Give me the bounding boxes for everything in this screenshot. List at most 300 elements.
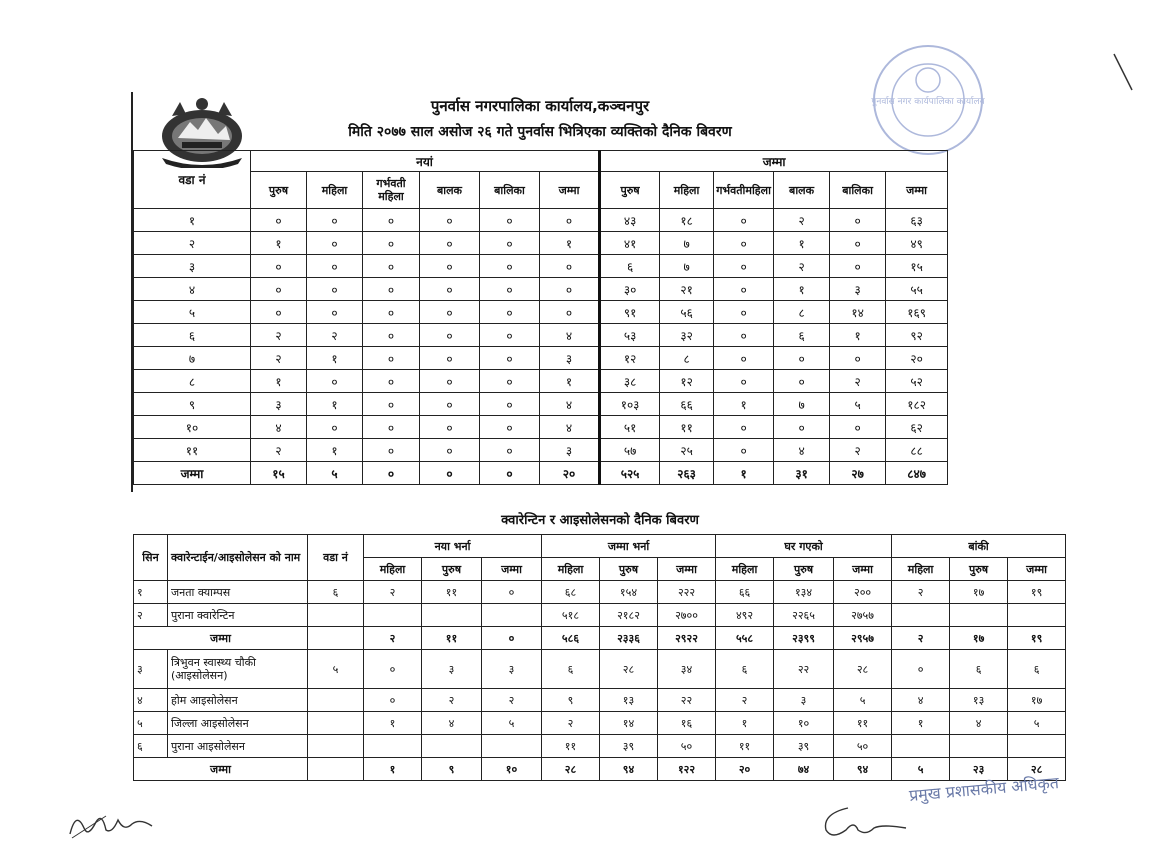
count-cell: ६ (774, 324, 830, 347)
total-cell: १७ (950, 627, 1008, 650)
count-cell: ८ (774, 301, 830, 324)
count-cell: ७ (660, 255, 714, 278)
count-cell: ० (540, 301, 600, 324)
count-cell: ० (714, 439, 774, 462)
count-cell (1008, 735, 1066, 758)
count-cell: ० (480, 209, 540, 232)
quarantine-isolation-table (133, 534, 1066, 781)
count-cell: ४ (540, 416, 600, 439)
count-cell: ० (480, 416, 540, 439)
count-cell: ६ (716, 650, 774, 689)
count-cell: ६ (600, 255, 660, 278)
total-cell: ९४ (600, 758, 658, 781)
count-cell (892, 604, 950, 627)
count-cell: १ (892, 712, 950, 735)
count-cell: ० (892, 650, 950, 689)
count-cell: ५ (834, 689, 892, 712)
total-row (134, 758, 1066, 781)
count-cell: ० (540, 278, 600, 301)
count-cell: ० (714, 416, 774, 439)
count-cell (950, 735, 1008, 758)
count-cell: ४ (540, 393, 600, 416)
total-cell: ० (363, 462, 420, 485)
total-col-header: बालक (774, 172, 830, 209)
count-cell: २ (251, 439, 307, 462)
count-cell: १ (251, 232, 307, 255)
count-cell: ५२ (886, 370, 948, 393)
count-cell: २२ (774, 650, 834, 689)
count-cell: ० (420, 209, 480, 232)
total-cell: ० (420, 462, 480, 485)
count-cell (482, 604, 542, 627)
count-cell: ११ (834, 712, 892, 735)
count-cell: ० (774, 347, 830, 370)
total-col-header: जम्मा (886, 172, 948, 209)
col-ward-header: वडा नं (308, 535, 364, 581)
count-cell: १ (540, 232, 600, 255)
count-cell: ३ (830, 278, 886, 301)
ward-number: ११ (134, 439, 251, 462)
count-cell: ० (363, 439, 420, 462)
count-cell: ० (251, 255, 307, 278)
count-cell: १ (774, 278, 830, 301)
table-row (134, 416, 948, 439)
total-cell: ५ (892, 758, 950, 781)
ward-number (308, 735, 364, 758)
total-cell: २ (364, 627, 422, 650)
count-cell: १ (540, 370, 600, 393)
count-cell: ० (363, 324, 420, 347)
count-cell: ० (363, 209, 420, 232)
office-title: पुनर्वास नगरपालिका कार्यालय,कञ्चनपुर (430, 97, 650, 115)
ward-number: ८ (134, 370, 251, 393)
count-cell: १७ (950, 581, 1008, 604)
count-cell: ३२ (660, 324, 714, 347)
total-cell: ५५८ (716, 627, 774, 650)
ward-number: ३ (134, 255, 251, 278)
table-row (134, 650, 1066, 689)
count-cell: १७ (1008, 689, 1066, 712)
count-cell (950, 604, 1008, 627)
total-cell: ७४ (774, 758, 834, 781)
total-cell: २८ (542, 758, 600, 781)
count-cell: ० (364, 650, 422, 689)
count-cell (422, 735, 482, 758)
count-cell: २७५७ (834, 604, 892, 627)
count-cell: ० (307, 232, 363, 255)
total-cell: ५८६ (542, 627, 600, 650)
count-cell: ० (251, 209, 307, 232)
count-cell: ० (420, 301, 480, 324)
total-cell: २७ (830, 462, 886, 485)
new-col-header: जम्मा (540, 172, 600, 209)
group-went-home-header: घर गएको (716, 535, 892, 558)
count-cell: २ (542, 712, 600, 735)
count-cell: १० (774, 712, 834, 735)
total-cell: ५ (307, 462, 363, 485)
count-cell: ० (307, 301, 363, 324)
count-cell: ० (363, 393, 420, 416)
ward-number: २ (134, 232, 251, 255)
table-row (134, 735, 1066, 758)
sub-col-header: जम्मा (658, 558, 716, 581)
serial-number: २ (134, 604, 168, 627)
table-row (134, 209, 948, 232)
sub-col-header: जम्मा (1008, 558, 1066, 581)
facility-name: होम आइसोलेसन (168, 689, 308, 712)
count-cell: २ (774, 209, 830, 232)
total-cell: २० (716, 758, 774, 781)
total-cell: ९ (422, 758, 482, 781)
col-ward-header: वडा नं (134, 151, 251, 209)
count-cell: ० (480, 324, 540, 347)
count-cell: ० (420, 416, 480, 439)
count-cell: ३४ (658, 650, 716, 689)
count-cell: १३ (600, 689, 658, 712)
count-cell: ० (480, 255, 540, 278)
count-cell: ० (480, 370, 540, 393)
count-cell: १६९ (886, 301, 948, 324)
count-cell: ६६ (660, 393, 714, 416)
ward-number (308, 689, 364, 712)
count-cell (1008, 604, 1066, 627)
count-cell: ११ (422, 581, 482, 604)
sub-col-header: महिला (892, 558, 950, 581)
sub-col-header: पुरुष (774, 558, 834, 581)
count-cell: ९१ (600, 301, 660, 324)
count-cell: ५० (658, 735, 716, 758)
stamp-text: पुनर्वास नगर कार्यपालिका कार्यालय (871, 97, 985, 107)
count-cell: २ (830, 370, 886, 393)
report-subtitle: मिति २०७७ साल असोज २६ गते पुनर्वास भित्रिएका व्यक्तिको दैनिक बिवरण (348, 124, 732, 140)
count-cell: १ (307, 393, 363, 416)
total-label: जम्मा (134, 627, 308, 650)
count-cell: २८ (834, 650, 892, 689)
count-cell: ० (363, 416, 420, 439)
sub-col-header: जम्मा (482, 558, 542, 581)
sub-col-header: महिला (542, 558, 600, 581)
count-cell: ० (251, 301, 307, 324)
count-cell: ६६ (716, 581, 774, 604)
total-cell: २३३६ (600, 627, 658, 650)
count-cell: ३९ (600, 735, 658, 758)
table-row (134, 581, 1066, 604)
count-cell: १ (307, 347, 363, 370)
count-cell: ० (480, 439, 540, 462)
count-cell: १ (716, 712, 774, 735)
count-cell: ४९२ (716, 604, 774, 627)
count-cell: ४ (422, 712, 482, 735)
new-col-header: गर्भवती महिला (363, 172, 420, 209)
signature-right (818, 800, 908, 840)
count-cell: ९ (542, 689, 600, 712)
count-cell: २ (251, 324, 307, 347)
count-cell: २ (364, 581, 422, 604)
count-cell: ० (363, 370, 420, 393)
count-cell: ० (307, 209, 363, 232)
count-cell: ० (307, 255, 363, 278)
count-cell: ० (480, 301, 540, 324)
count-cell: ० (480, 393, 540, 416)
count-cell: ० (307, 370, 363, 393)
count-cell: ० (251, 278, 307, 301)
count-cell: १ (364, 712, 422, 735)
serial-number: १ (134, 581, 168, 604)
count-cell: ८८ (886, 439, 948, 462)
ward-number: ५ (308, 650, 364, 689)
count-cell: ० (540, 209, 600, 232)
count-cell: ० (420, 232, 480, 255)
sub-col-header: महिला (364, 558, 422, 581)
count-cell: २२ (658, 689, 716, 712)
count-cell: २०० (834, 581, 892, 604)
total-cell: १ (714, 462, 774, 485)
count-cell (892, 735, 950, 758)
count-cell: ५६ (660, 301, 714, 324)
count-cell: ० (830, 347, 886, 370)
ward-number: १ (134, 209, 251, 232)
count-cell: ७ (774, 393, 830, 416)
total-cell: २९५७ (834, 627, 892, 650)
count-cell: ९२ (886, 324, 948, 347)
total-row (134, 627, 1066, 650)
count-cell: २ (307, 324, 363, 347)
table-row (134, 347, 948, 370)
count-cell: २ (251, 347, 307, 370)
count-cell: २ (774, 255, 830, 278)
count-cell: ४१ (600, 232, 660, 255)
count-cell: ५० (834, 735, 892, 758)
total-cell: २३ (950, 758, 1008, 781)
total-label: जम्मा (134, 758, 308, 781)
count-cell: ३ (482, 650, 542, 689)
total-cell: २० (540, 462, 600, 485)
new-col-header: महिला (307, 172, 363, 209)
count-cell: १३४ (774, 581, 834, 604)
total-cell: २८ (1008, 758, 1066, 781)
scan-mark (1112, 52, 1134, 92)
group-total-admission-header: जम्मा भर्ना (542, 535, 716, 558)
ward-number: ७ (134, 347, 251, 370)
count-cell: ० (363, 255, 420, 278)
total-cell: ० (480, 462, 540, 485)
facility-name: जिल्ला आइसोलेसन (168, 712, 308, 735)
table-row (134, 439, 948, 462)
count-cell: ० (540, 255, 600, 278)
count-cell: ५३ (600, 324, 660, 347)
count-cell: ४ (540, 324, 600, 347)
count-cell: ३ (251, 393, 307, 416)
count-cell: १९ (1008, 581, 1066, 604)
count-cell: २ (830, 439, 886, 462)
total-cell: १२२ (658, 758, 716, 781)
new-col-header: बालिका (480, 172, 540, 209)
table-row (134, 604, 1066, 627)
count-cell: २ (422, 689, 482, 712)
count-cell: ५ (482, 712, 542, 735)
facility-name: पुराना क्वारेन्टिन (168, 604, 308, 627)
group-new-admission-header: नया भर्ना (364, 535, 542, 558)
total-cell: १९ (1008, 627, 1066, 650)
count-cell: २ (892, 581, 950, 604)
count-cell: १ (251, 370, 307, 393)
count-cell: ११ (716, 735, 774, 758)
count-cell: १५ (886, 255, 948, 278)
table-row (134, 301, 948, 324)
total-cell: ९४ (834, 758, 892, 781)
count-cell: ६ (542, 650, 600, 689)
sub-col-header: पुरुष (950, 558, 1008, 581)
total-col-header: बालिका (830, 172, 886, 209)
count-cell: ६३ (886, 209, 948, 232)
count-cell: ३ (774, 689, 834, 712)
total-cell: ० (482, 627, 542, 650)
count-cell: ० (830, 416, 886, 439)
count-cell: ० (774, 370, 830, 393)
ward-number: ९ (134, 393, 251, 416)
count-cell: ३८ (600, 370, 660, 393)
count-cell: ० (482, 581, 542, 604)
count-cell: ३० (600, 278, 660, 301)
count-cell: ० (363, 301, 420, 324)
facility-name: पुराना आइसोलेसन (168, 735, 308, 758)
count-cell: १३ (950, 689, 1008, 712)
count-cell: ० (363, 347, 420, 370)
sub-col-header: पुरुष (422, 558, 482, 581)
group-total-header: जम्मा (600, 151, 948, 172)
count-cell: ० (830, 255, 886, 278)
count-cell: २८ (600, 650, 658, 689)
count-cell: १२ (600, 347, 660, 370)
table-row (134, 278, 948, 301)
facility-name: जनता क्याम्पस (168, 581, 308, 604)
count-cell: १ (830, 324, 886, 347)
table-row (134, 712, 1066, 735)
table-row (134, 393, 948, 416)
total-cell: ३१ (774, 462, 830, 485)
table-row (134, 232, 948, 255)
total-cell: ११ (422, 627, 482, 650)
count-cell: १ (714, 393, 774, 416)
facility-name: त्रिभुवन स्वास्थ्य चौकी (आइसोलेसन) (168, 650, 308, 689)
count-cell: ४ (774, 439, 830, 462)
count-cell: २२२ (658, 581, 716, 604)
count-cell: ० (714, 370, 774, 393)
count-cell: २२६५ (774, 604, 834, 627)
total-ward-cell (308, 758, 364, 781)
ward-arrival-table (133, 150, 948, 485)
new-col-header: पुरुष (251, 172, 307, 209)
table-row (134, 689, 1066, 712)
quarantine-section-title: क्वारेन्टिन र आइसोलेसनको दैनिक बिवरण (501, 513, 699, 528)
count-cell: ० (420, 255, 480, 278)
count-cell: ० (364, 689, 422, 712)
office-stamp (868, 40, 988, 160)
count-cell: १५४ (600, 581, 658, 604)
count-cell: ६८ (542, 581, 600, 604)
count-cell: १८ (660, 209, 714, 232)
count-cell: ० (774, 416, 830, 439)
count-cell (364, 604, 422, 627)
count-cell: ० (420, 278, 480, 301)
total-cell: २९२२ (658, 627, 716, 650)
count-cell: ० (363, 278, 420, 301)
count-cell: ५ (830, 393, 886, 416)
count-cell: ० (714, 347, 774, 370)
count-cell: २१८२ (600, 604, 658, 627)
count-cell: ० (307, 416, 363, 439)
count-cell: १६ (658, 712, 716, 735)
count-cell: ० (420, 370, 480, 393)
count-cell: २ (716, 689, 774, 712)
count-cell: ० (714, 255, 774, 278)
count-cell: ० (714, 324, 774, 347)
col-name-header: क्वारेन्टाईन/आइसोलेसन को नाम (168, 535, 308, 581)
serial-number: ४ (134, 689, 168, 712)
count-cell: ० (420, 439, 480, 462)
count-cell (422, 604, 482, 627)
signatory-title: प्रमुख प्रशासकीय अधिकृत (908, 772, 1060, 806)
count-cell: ० (420, 347, 480, 370)
group-new-header: नयां (251, 151, 600, 172)
count-cell: ६२ (886, 416, 948, 439)
count-cell: ४ (892, 689, 950, 712)
total-col-header: पुरुष (600, 172, 660, 209)
sub-col-header: जम्मा (834, 558, 892, 581)
count-cell: ११ (542, 735, 600, 758)
count-cell: ० (480, 232, 540, 255)
count-cell: २५ (660, 439, 714, 462)
ward-number: ४ (134, 278, 251, 301)
total-col-header: महिला (660, 172, 714, 209)
count-cell: ४३ (600, 209, 660, 232)
count-cell: ६ (950, 650, 1008, 689)
ward-number (308, 604, 364, 627)
count-cell: ० (714, 232, 774, 255)
count-cell: २७०० (658, 604, 716, 627)
count-cell: ८ (660, 347, 714, 370)
count-cell: ० (307, 278, 363, 301)
count-cell: ५१८ (542, 604, 600, 627)
sub-col-header: महिला (716, 558, 774, 581)
count-cell: ६ (1008, 650, 1066, 689)
total-cell: २३९९ (774, 627, 834, 650)
table-row (134, 370, 948, 393)
count-cell: ४ (251, 416, 307, 439)
total-cell: २ (892, 627, 950, 650)
serial-number: ६ (134, 735, 168, 758)
ward-number (308, 712, 364, 735)
serial-number: ५ (134, 712, 168, 735)
count-cell: ५७ (600, 439, 660, 462)
count-cell: ० (830, 209, 886, 232)
sub-col-header: पुरुष (600, 558, 658, 581)
total-ward-cell (308, 627, 364, 650)
count-cell: ५ (1008, 712, 1066, 735)
count-cell: ० (714, 278, 774, 301)
total-cell: १५ (251, 462, 307, 485)
signature-left (66, 804, 156, 844)
count-cell: ३ (540, 439, 600, 462)
count-cell: ५५ (886, 278, 948, 301)
count-cell: २१ (660, 278, 714, 301)
count-cell: ० (480, 278, 540, 301)
count-cell (364, 735, 422, 758)
count-cell: ० (363, 232, 420, 255)
total-label: जम्मा (134, 462, 251, 485)
count-cell: १ (307, 439, 363, 462)
count-cell: ३ (422, 650, 482, 689)
